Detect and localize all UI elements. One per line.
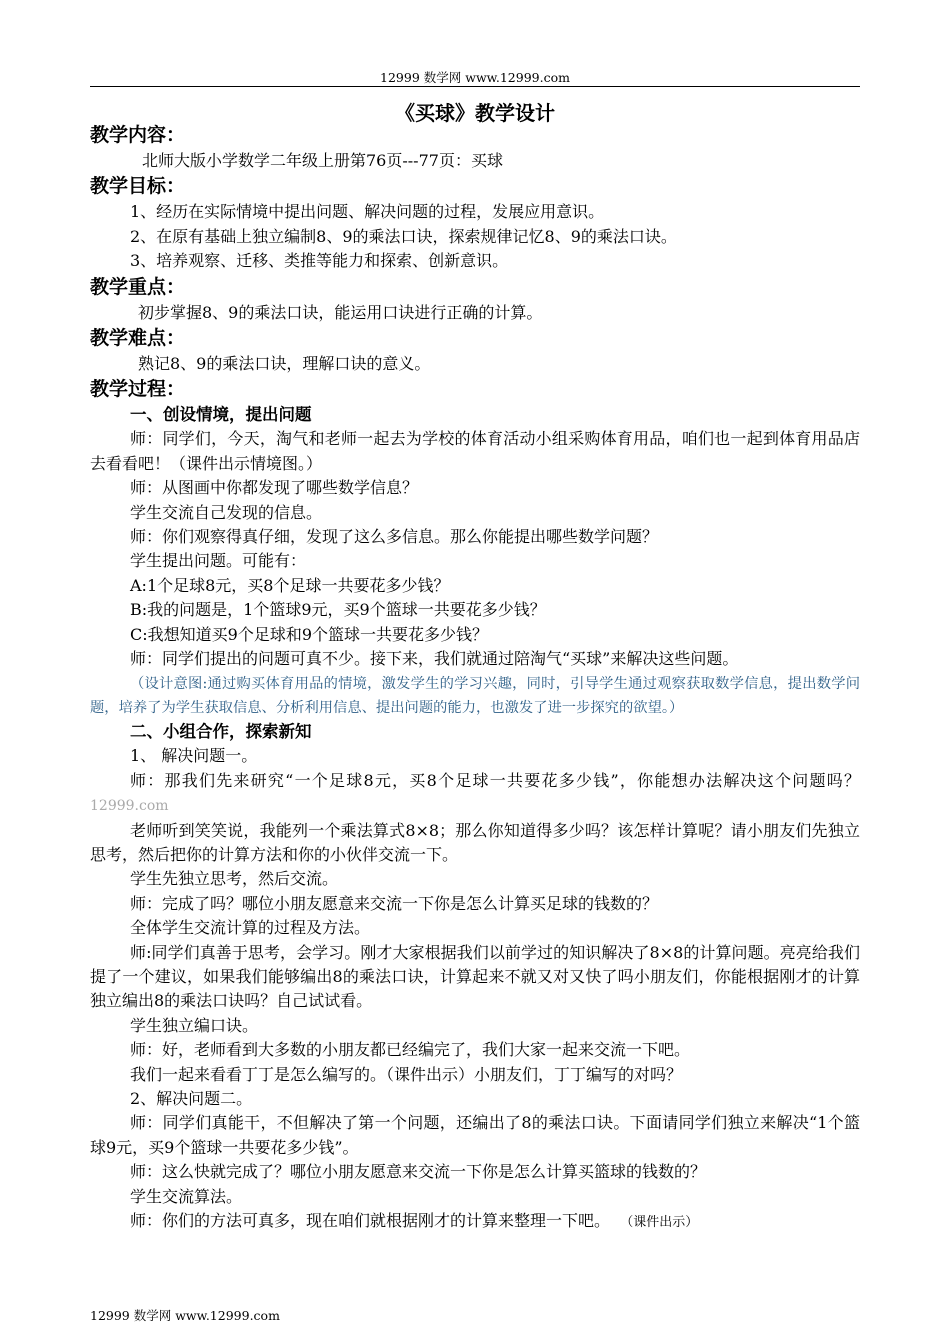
paragraph: 学生先独立思考，然后交流。 (130, 869, 339, 889)
paragraph: 师:同学们真善于思考，会学习。刚才大家根据我们以前学过的知识解决了8×8的计算问题。亮亮给我们提了一个建议，如果我们能够编出8的乘法口诀，计算起来不就又对又快了吗小朋友们，你能根据刚才的计算独立编出8的乘法口诀吗？自己试试看。 (90, 942, 860, 1011)
paragraph: 我们一起来看看丁丁是怎么编写的。（课件出示）小朋友们，丁丁编写的对吗？ (130, 1064, 683, 1084)
courseware-note: （课件出示） (620, 1215, 699, 1231)
paragraph: 师：你们观察得真仔细，发现了这么多信息。那么你能提出哪些数学问题？ (130, 527, 659, 547)
step2-title: 二、小组合作，探索新知 (130, 722, 312, 742)
paragraph: 师：同学们真能干，不但解决了第一个问题，还编出了8的乘法口诀。下面请同学们独立来解决“1个篮球9元，买9个篮球一共要花多少钱”。 (90, 1113, 860, 1157)
paragraph: 学生交流算法。 (130, 1186, 243, 1206)
heading-difficulty: 教学难点： (90, 327, 186, 350)
key-text: 初步掌握8、9的乘法口诀，能运用口诀进行正确的计算。 (138, 302, 543, 322)
paragraph (90, 769, 860, 819)
paragraph: 师：完成了吗？哪位小朋友愿意来交流一下你是怎么计算买足球的钱数的？ (130, 893, 659, 913)
watermark: 12999.com (90, 798, 169, 815)
heading-content: 教学内容： (90, 124, 186, 146)
paragraph: 学生独立编口诀。 (130, 1015, 259, 1035)
content-text: 北师大版小学数学二年级上册第76页---77页：买球 (142, 151, 503, 170)
goal-item: 1、经历在实际情境中提出问题、解决问题的过程，发展应用意识。 (130, 202, 605, 222)
goal-item: 2、在原有基础上独立编制8、9的乘法口诀，探索规律记忆8、9的乘法口诀。 (130, 226, 677, 246)
paragraph: 老师听到笑笑说，我能列一个乘法算式8×8；那么你知道得多少吗？该怎样计算呢？请小朋友们先独立思考，然后把你的计算方法和你的小伙伴交流一下。 (90, 820, 860, 864)
design-intent-note: （设计意图:通过购买体育用品的情境，激发学生的学习兴趣，同时，引导学生通过观察获取数学信息，提出数学问题，培养了为学生获取信息、分析利用信息、提出问题的能力，也激发了进一步探究的欲望。） (90, 675, 860, 716)
paragraph: 师：同学们提出的问题可真不少。接下来，我们就通过陪淘气“买球”来解决这些问题。 (130, 649, 739, 669)
paragraph: 全体学生交流计算的过程及方法。 (130, 918, 371, 938)
header-rule (90, 86, 860, 87)
subheading: 2、解决问题二。 (130, 1089, 253, 1108)
page-header: 12999 数学网 www.12999.com (380, 70, 570, 85)
heading-goals: 教学目标： (90, 175, 186, 198)
paragraph: 师：同学们，今天，淘气和老师一起去为学校的体育活动小组采购体育用品，咱们也一起到体育用品店去看看吧！（课件出示情境图。） (90, 429, 860, 473)
step1-title: 一、创设情境，提出问题 (130, 405, 312, 425)
document-title: 《买球》教学设计 (395, 101, 555, 125)
difficulty-text: 熟记8、9的乘法口诀，理解口诀的意义。 (138, 354, 431, 374)
paragraph: A:1个足球8元，买8个足球一共要花多少钱？ (130, 575, 450, 595)
heading-process: 教学过程： (90, 378, 186, 401)
paragraph-text: 师：你们的方法可真多，现在咱们就根据刚才的计算来整理一下吧。 (130, 1211, 611, 1231)
paragraph-text: 师：那我们先来研究“一个足球8元，买8个足球一共要花多少钱”，你能想办法解决这个问题吗？ (130, 770, 860, 790)
heading-key: 教学重点： (90, 275, 186, 298)
page-footer: 12999 数学网 www.12999.com (90, 1308, 280, 1323)
paragraph: 师：这么快就完成了？哪位小朋友愿意来交流一下你是怎么计算买篮球的钱数的？ (130, 1162, 707, 1182)
paragraph (90, 1209, 860, 1235)
goal-item: 3、培养观察、迁移、类推等能力和探索、创新意识。 (130, 251, 509, 271)
document-body (90, 122, 860, 1235)
subheading: 1、 解决问题一。 (130, 746, 258, 766)
paragraph: B:我的问题是，1个篮球9元，买9个篮球一共要花多少钱？ (130, 600, 546, 620)
paragraph: 师：好，老师看到大多数的小朋友都已经编完了，我们大家一起来交流一下吧。 (130, 1040, 691, 1060)
paragraph: C:我想知道买9个足球和9个篮球一共要花多少钱？ (130, 624, 488, 644)
paragraph: 师：从图画中你都发现了哪些数学信息？ (130, 478, 419, 498)
paragraph: 学生提出问题。可能有： (130, 551, 307, 571)
paragraph: 学生交流自己发现的信息。 (130, 502, 323, 522)
